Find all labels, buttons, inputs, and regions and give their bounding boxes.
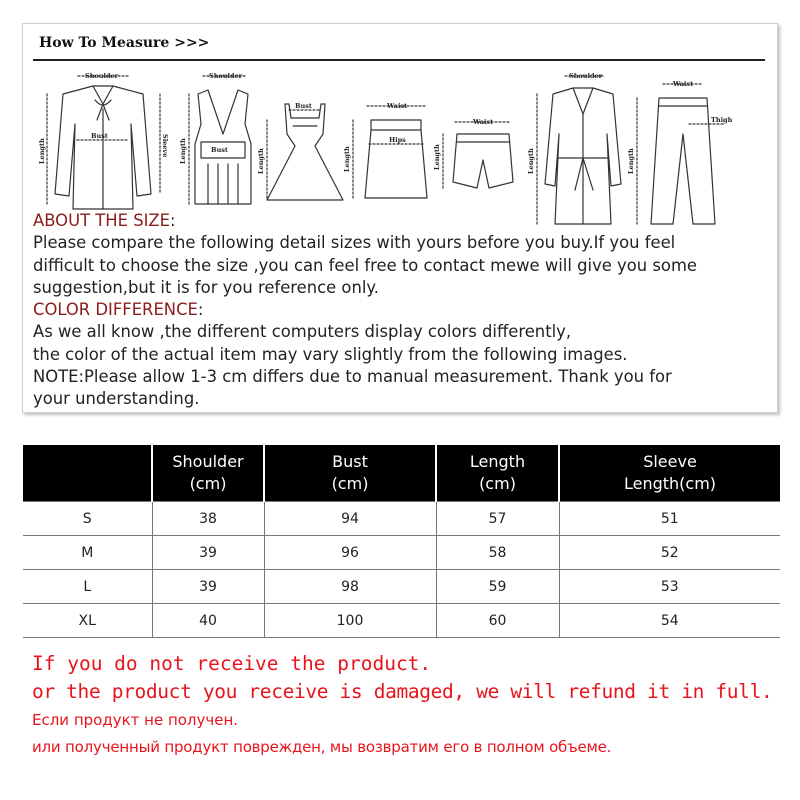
- fig2-label-shoulder: Shoulder: [209, 72, 243, 80]
- table-row: [23, 502, 780, 536]
- fig3-label-length: Length: [257, 148, 265, 174]
- shoulder-cell: 38: [152, 502, 264, 536]
- size-info-text: ABOUT THE SIZE: Please compare the following detail sizes with yours before you buy.If you feel difficult to choose the size ,you can feel free to contact mewe will give you some suggestion,but it is for you reference only. COLOR DIFFERENCE: As we all know ,the different computers display colors differently, the color of the actual item may vary slightly from the following images. NOTE:Please allow 1-3 cm differs due to manual measurement. Thank you for your understanding.: [33, 210, 769, 411]
- garment-sketches: [23, 64, 779, 234]
- color-difference-heading: COLOR DIFFERENCE: [33, 300, 198, 320]
- table-row: [23, 570, 780, 604]
- fig1-label-length: Length: [38, 138, 46, 164]
- fig1-label-bust: Bust: [91, 132, 108, 140]
- bust-cell: 98: [264, 570, 436, 604]
- fig3-label-bust: Bust: [295, 102, 312, 110]
- blouse-figure: [47, 76, 160, 209]
- size-chart-table: [23, 445, 780, 638]
- fig1-label-sleeve: Sleeve: [161, 134, 169, 158]
- color-line: NOTE:Please allow 1-3 cm differs due to manual measurement. Thank you for: [33, 367, 672, 387]
- notice-en-line-2: or the product you receive is damaged, we will refund it in full.: [32, 680, 773, 703]
- table-row: [23, 604, 780, 638]
- how-to-measure-title: How To Measure >>>: [39, 35, 210, 51]
- color-line: the color of the actual item may vary slightly from the following images.: [33, 344, 628, 364]
- fig6-label-length: Length: [527, 148, 535, 174]
- shoulder-cell: 39: [152, 536, 264, 570]
- fig7-label-thigh: Thigh: [711, 116, 733, 124]
- shoulder-cell: 39: [152, 570, 264, 604]
- size-cell: L: [23, 570, 152, 604]
- color-line: As we all know ,the different computers display colors differently,: [33, 322, 572, 342]
- notice-ru-line-2: или полученный продукт поврежден, мы возвратим его в полном объеме.: [32, 738, 612, 756]
- sleeve-cell: 53: [559, 570, 780, 604]
- length-cell: 59: [436, 570, 559, 604]
- length-cell: 57: [436, 502, 559, 536]
- fig1-label-shoulder: Shoulder: [85, 72, 119, 80]
- refund-notice: [32, 650, 792, 761]
- measurement-illustrations: [23, 64, 779, 234]
- shorts-figure: [443, 122, 513, 188]
- fig5-label-waist: Waist: [473, 118, 494, 126]
- bust-cell: 94: [264, 502, 436, 536]
- bust-cell: 96: [264, 536, 436, 570]
- fig2-label-bust: Bust: [211, 146, 228, 154]
- sleeve-cell: 52: [559, 536, 780, 570]
- notice-ru-line-1: Если продукт не получен.: [32, 711, 239, 729]
- header-sleeve-length: Sleeve Length(cm): [559, 445, 780, 502]
- sleeve-cell: 51: [559, 502, 780, 536]
- header-size: [23, 445, 152, 502]
- about-line: Please compare the following detail sizes with yours before you buy.If you feel: [33, 233, 676, 253]
- table-row: [23, 536, 780, 570]
- fig4-label-waist: Waist: [387, 102, 408, 110]
- fig7-label-length: Length: [627, 148, 635, 174]
- size-cell: M: [23, 536, 152, 570]
- notice-en-line-1: If you do not receive the product.: [32, 652, 432, 675]
- skirt-figure: [353, 106, 427, 198]
- fig7-label-waist: Waist: [673, 80, 694, 88]
- sleeve-cell: 54: [559, 604, 780, 638]
- header-length: Length (cm): [436, 445, 559, 502]
- shoulder-cell: 40: [152, 604, 264, 638]
- length-cell: 60: [436, 604, 559, 638]
- coat-figure: [537, 76, 621, 224]
- about-line: suggestion,but it is for you reference only.: [33, 277, 379, 297]
- bust-cell: 100: [264, 604, 436, 638]
- about-line: difficult to choose the size ,you can feel free to contact mewe will give you some: [33, 255, 698, 275]
- title-divider: [33, 59, 765, 61]
- about-size-heading: ABOUT THE SIZE: [33, 211, 171, 230]
- how-to-measure-panel: [22, 23, 778, 413]
- fig6-label-shoulder: Shoulder: [569, 72, 603, 80]
- dress-figure: [267, 104, 343, 200]
- fig4-label-hips: Hips: [389, 136, 406, 144]
- fig5-label-length: Length: [433, 144, 441, 170]
- trousers-figure: [637, 84, 723, 224]
- tank-top-figure: [189, 76, 251, 204]
- color-line: your understanding.: [33, 389, 200, 409]
- fig2-label-length: Length: [179, 138, 187, 164]
- header-bust: Bust (cm): [264, 445, 436, 502]
- length-cell: 58: [436, 536, 559, 570]
- table-header-row: [23, 445, 780, 502]
- size-cell: S: [23, 502, 152, 536]
- header-shoulder: Shoulder (cm): [152, 445, 264, 502]
- size-cell: XL: [23, 604, 152, 638]
- fig4-label-length: Length: [343, 146, 351, 172]
